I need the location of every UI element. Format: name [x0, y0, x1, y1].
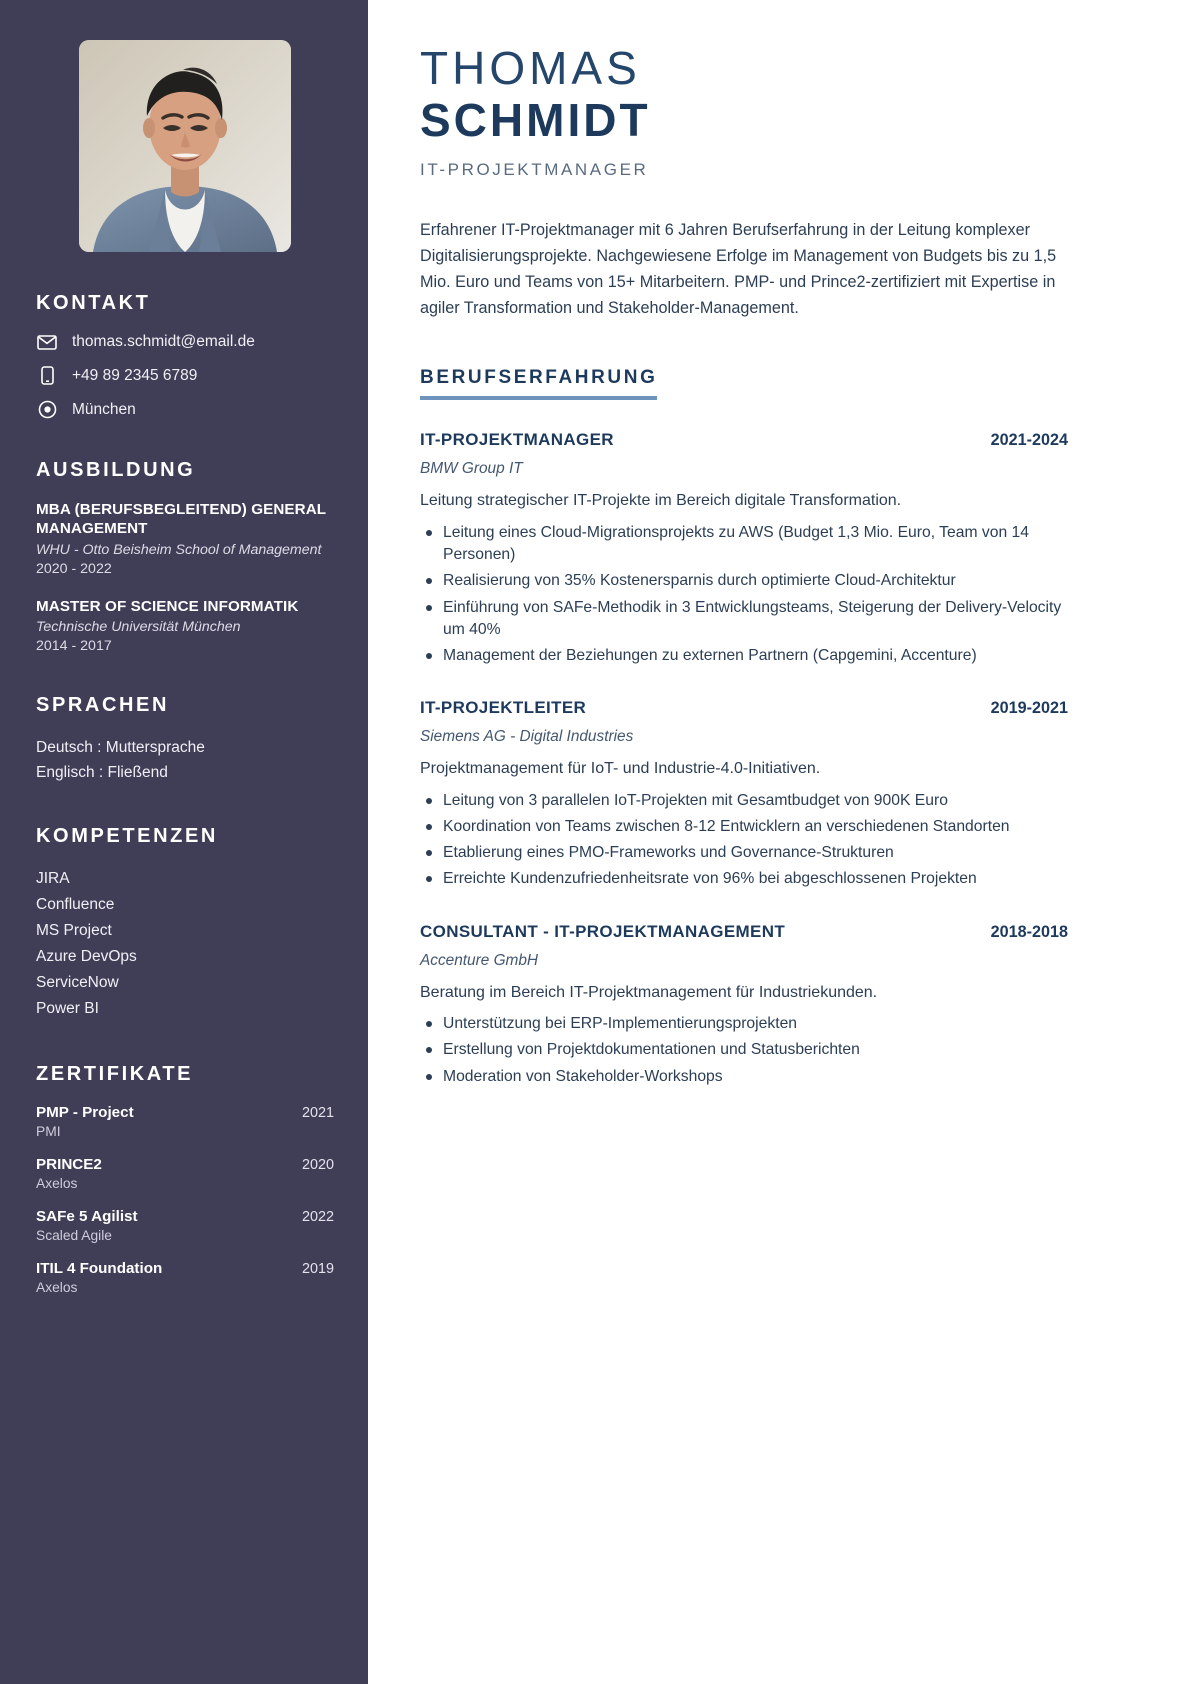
education-school: WHU - Otto Beisheim School of Management — [36, 541, 322, 558]
education-item — [36, 500, 334, 577]
last-name: SCHMIDT — [420, 94, 651, 147]
job-bullet: Unterstützung bei ERP-Implementierungsprojekten — [420, 1013, 1068, 1035]
location-pin-icon — [36, 400, 58, 419]
job-bullet: Etablierung eines PMO-Frameworks und Governance-Strukturen — [420, 842, 1068, 864]
contact-location[interactable] — [36, 400, 334, 419]
job-company: Accenture GmbH — [420, 951, 539, 969]
certificate-year: 2021 — [301, 1104, 334, 1121]
education-heading: AUSBILDUNG — [36, 459, 196, 481]
job-dates: 2018-2018 — [990, 922, 1068, 941]
experience-section-heading: BERUFSERFAHRUNG — [420, 367, 657, 400]
job-description: Projektmanagement für IoT- und Industrie-4.0-Initiativen. — [420, 760, 821, 778]
job-bullet: Koordination von Teams zwischen 8-12 Entwicklern an verschiedenen Standorten — [420, 816, 1068, 838]
job-bullet: Leitung von 3 parallelen IoT-Projekten mit Gesamtbudget von 900K Euro — [420, 790, 1068, 812]
contact-phone-value: +49 89 2345 6789 — [72, 366, 198, 384]
certificate-issuer: Axelos — [36, 1175, 78, 1191]
job-role: IT-PROJEKTLEITER — [420, 698, 587, 718]
certificate-issuer: Axelos — [36, 1279, 78, 1295]
certificate-item — [36, 1208, 334, 1243]
education-degree: MASTER OF SCIENCE INFORMATIK — [36, 597, 299, 615]
contact-heading: KONTAKT — [36, 292, 151, 314]
languages-heading: SPRACHEN — [36, 694, 170, 717]
job-dates: 2021-2024 — [990, 431, 1068, 450]
job-description: Leitung strategischer IT-Projekte im Bereich digitale Transformation. — [420, 492, 902, 510]
certificate-name: SAFe 5 Agilist — [36, 1207, 138, 1225]
job-role: CONSULTANT - IT-PROJEKTMANAGEMENT — [420, 921, 786, 941]
first-name: THOMAS — [420, 42, 641, 94]
skill-item: ServiceNow — [36, 974, 119, 992]
job-dates: 2019-2021 — [990, 699, 1068, 718]
skill-item: JIRA — [36, 870, 70, 888]
job-bullet-list — [420, 1013, 1068, 1088]
certificate-name: ITIL 4 Foundation — [36, 1259, 163, 1277]
job-bullet: Erreichte Kundenzufriedenheitsrate von 96% bei abgeschlossenen Projekten — [420, 868, 1068, 890]
contact-email-value: thomas.schmidt@email.de — [72, 333, 255, 350]
avatar — [79, 40, 291, 252]
certificate-item — [36, 1260, 334, 1295]
certificate-item — [36, 1104, 334, 1139]
job-company: Siemens AG - Digital Industries — [420, 728, 634, 746]
skill-item: MS Project — [36, 922, 112, 940]
language-item: Englisch : Fließend — [36, 764, 168, 782]
certificates-heading: ZERTIFIKATE — [36, 1062, 194, 1085]
experience-entry — [420, 922, 1068, 1088]
language-item: Deutsch : Muttersprache — [36, 739, 205, 757]
experience-entry — [420, 698, 1068, 890]
job-company: BMW Group IT — [420, 460, 523, 478]
certificate-year: 2020 — [301, 1156, 334, 1173]
contact-location-value: München — [72, 400, 136, 418]
contact-phone[interactable] — [36, 366, 334, 385]
job-bullet-list — [420, 522, 1068, 668]
certificate-name: PRINCE2 — [36, 1155, 102, 1173]
certificate-year: 2019 — [301, 1260, 334, 1277]
professional-summary: Erfahrener IT-Projektmanager mit 6 Jahren Berufserfahrung in der Leitung komplexer Digitalisierungsprojekte. Nachgewiesene Erfolge im Management von Budgets bis zu 1,5 Mio. Euro und Teams von 15+ Mitarbeitern. PMP- und Prince2-zertifiziert mit Expertise in agiler Transformation und Stakeholder-Management. — [420, 220, 1057, 317]
main-content — [368, 0, 1190, 1684]
skill-item: Azure DevOps — [36, 948, 137, 966]
education-years: 2014 - 2017 — [36, 638, 112, 655]
headline-job-title: IT-PROJEKTMANAGER — [420, 159, 649, 179]
profile-photo-illustration — [79, 40, 291, 252]
job-bullet: Leitung eines Cloud-Migrationsprojekts zu AWS (Budget 1,3 Mio. Euro, Team von 14 Personen) — [420, 522, 1068, 567]
job-bullet: Management der Beziehungen zu externen Partnern (Capgemini, Accenture) — [420, 645, 1068, 667]
job-role: IT-PROJEKTMANAGER — [420, 430, 614, 450]
job-bullet: Moderation von Stakeholder-Workshops — [420, 1066, 1068, 1088]
skills-heading: KOMPETENZEN — [36, 825, 218, 848]
certificate-item — [36, 1156, 334, 1191]
sidebar — [0, 0, 368, 1684]
job-bullet: Einführung von SAFe-Methodik in 3 Entwicklungsteams, Steigerung der Delivery-Velocity um 40% — [420, 597, 1068, 642]
job-bullet-list — [420, 790, 1068, 891]
experience-entry — [420, 430, 1068, 667]
envelope-icon — [36, 335, 58, 350]
education-item — [36, 597, 334, 654]
contact-email[interactable] — [36, 333, 334, 351]
education-school: Technische Universität München — [36, 619, 241, 636]
job-description: Beratung im Bereich IT-Projektmanagement für Industriekunden. — [420, 983, 878, 1001]
certificate-name: PMP - Project — [36, 1103, 134, 1121]
job-bullet: Realisierung von 35% Kostenersparnis durch optimierte Cloud-Architektur — [420, 570, 1068, 592]
skill-item: Confluence — [36, 896, 115, 914]
job-bullet: Erstellung von Projektdokumentationen und Statusberichten — [420, 1039, 1068, 1061]
certificate-issuer: Scaled Agile — [36, 1227, 112, 1243]
certificate-issuer: PMI — [36, 1123, 61, 1139]
skill-item: Power BI — [36, 1000, 99, 1018]
certificate-year: 2022 — [301, 1208, 334, 1225]
phone-icon — [36, 366, 58, 385]
education-degree: MBA (BERUFSBEGLEITEND) GENERAL MANAGEMENT — [36, 501, 326, 538]
education-years: 2020 - 2022 — [36, 560, 112, 577]
